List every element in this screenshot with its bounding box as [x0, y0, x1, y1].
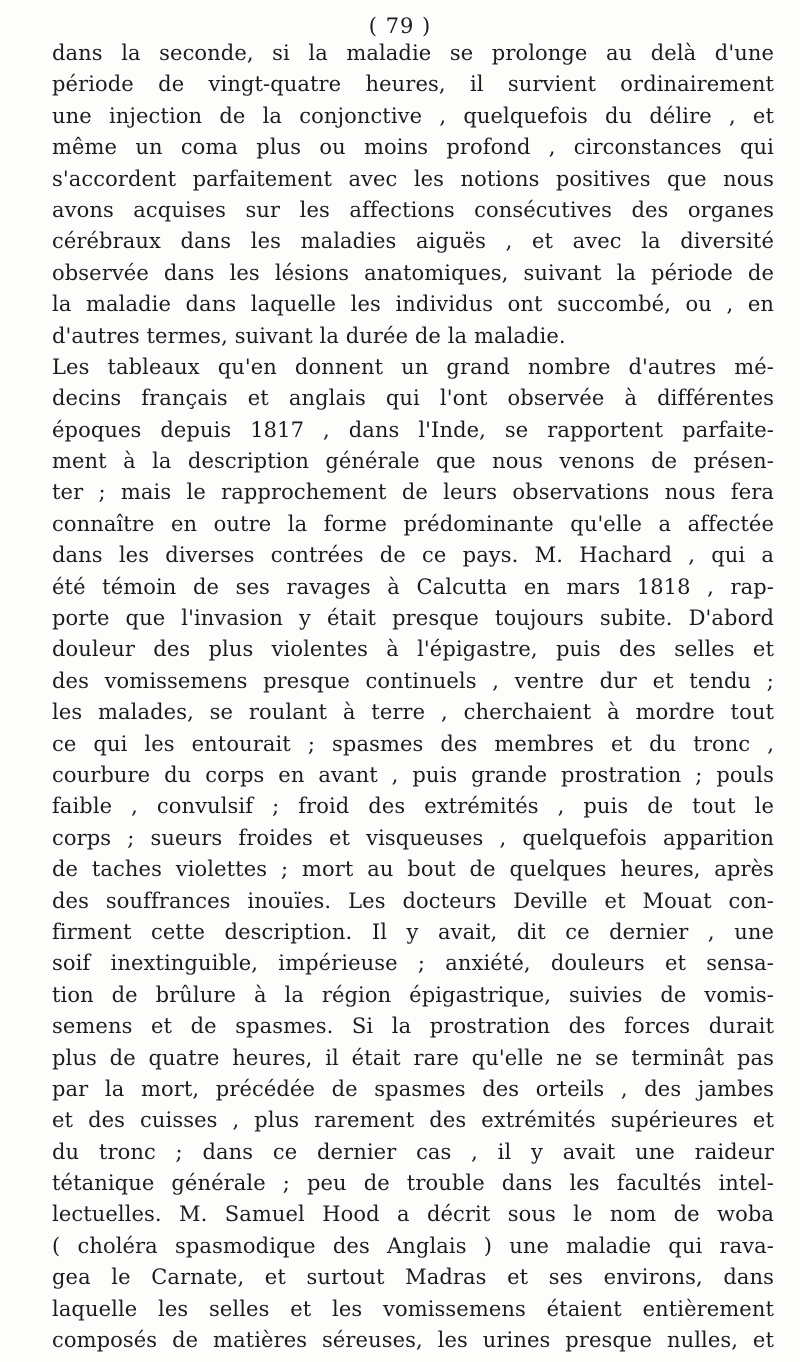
text-line: observée dans les lésions anatomiques, suivant la période de — [52, 260, 774, 285]
text-line: et des cuisses , plus rarement des extrémités supérieures et — [52, 1108, 774, 1133]
text-line: porte que l'invasion y était presque toujours subite. D'abord — [52, 606, 774, 631]
text-line: firment cette description. Il y avait, dit ce dernier , une — [52, 919, 774, 944]
text-line: laquelle les selles et les vomissemens étaient entièrement — [52, 1296, 774, 1321]
text-line: faible , convulsif ; froid des extrémités , puis de tout le — [52, 794, 774, 819]
text-line: de taches violettes ; mort au bout de quelques heures, après — [52, 857, 774, 882]
text-line: ment à la description générale que nous venons de présen- — [52, 449, 774, 474]
text-line: cérébraux dans les maladies aiguës , et avec la diversité — [52, 229, 774, 254]
text-line: gea le Carnate, et surtout Madras et ses environs, dans — [52, 1265, 774, 1290]
text-line: dans la seconde, si la maladie se prolonge au delà d'une — [52, 41, 774, 65]
text-line: été témoin de ses ravages à Calcutta en mars 1818 , rap- — [52, 574, 774, 599]
text-line: plus de quatre heures, il était rare qu'elle ne se terminât pas — [52, 1045, 774, 1070]
text-line: une injection de la conjonctive , quelquefois du délire , et — [52, 103, 774, 128]
text-line: les malades, se roulant à terre , cherchaient à mordre tout — [52, 700, 774, 725]
text-line: decins français et anglais qui l'ont observée à différentes — [52, 386, 774, 411]
text-line: lectuelles. M. Samuel Hood a décrit sous le nom de woba — [52, 1202, 774, 1227]
text-line: corps ; sueurs froides et visqueuses , quelquefois apparition — [52, 825, 774, 850]
text-line: douleur des plus violentes à l'épigastre, puis des selles et — [52, 637, 774, 662]
text-line: la maladie dans laquelle les individus ont succombé, ou , en — [52, 292, 774, 317]
text-line: avons acquises sur les affections consécutives des organes — [52, 197, 774, 222]
text-line: soif inextinguible, impérieuse ; anxiété, douleurs et sensa- — [52, 951, 774, 976]
text-line: tion de brûlure à la région épigastrique, suivies de vomis- — [52, 982, 774, 1007]
text-line: des souffrances inouïes. Les docteurs Deville et Mouat con- — [52, 888, 774, 913]
body-text — [52, 38, 774, 1356]
text-line: période de vingt-quatre heures, il survient ordinairement — [52, 72, 774, 97]
text-line: par la mort, précédée de spasmes des orteils , des jambes — [52, 1076, 774, 1101]
text-line: ce qui les entourait ; spasmes des membres et du tronc , — [52, 731, 774, 756]
text-line: connaître en outre la forme prédominante qu'elle a affectée — [52, 511, 774, 536]
text-line: même un coma plus ou moins profond , circonstances qui — [52, 135, 774, 160]
text-line: ( choléra spasmodique des Anglais ) une maladie qui rava- — [52, 1233, 774, 1258]
text-line: du tronc ; dans ce dernier cas , il y avait une raideur — [52, 1139, 774, 1164]
text-line: d'autres termes, suivant la durée de la maladie. — [52, 323, 566, 348]
page-number: ( 79 ) — [368, 14, 432, 38]
text-line: courbure du corps en avant , puis grande prostration ; pouls — [52, 762, 774, 787]
text-line: dans les diverses contrées de ce pays. M. Hachard , qui a — [52, 543, 774, 568]
text-line: semens et de spasmes. Si la prostration des forces durait — [52, 1014, 774, 1039]
text-line: s'accordent parfaitement avec les notions positives que nous — [52, 166, 774, 191]
text-line: composés de matières séreuses, les urines presque nulles, et — [52, 1328, 774, 1353]
text-line: Les tableaux qu'en donnent un grand nombre d'autres mé- — [52, 354, 774, 379]
text-line: ter ; mais le rapprochement de leurs observations nous fera — [52, 480, 774, 505]
text-line: époques depuis 1817 , dans l'Inde, se rapportent parfaite- — [52, 417, 774, 442]
text-line: tétanique générale ; peu de trouble dans les facultés intel- — [52, 1171, 774, 1196]
text-line: des vomissemens presque continuels , ventre dur et tendu ; — [52, 668, 774, 693]
